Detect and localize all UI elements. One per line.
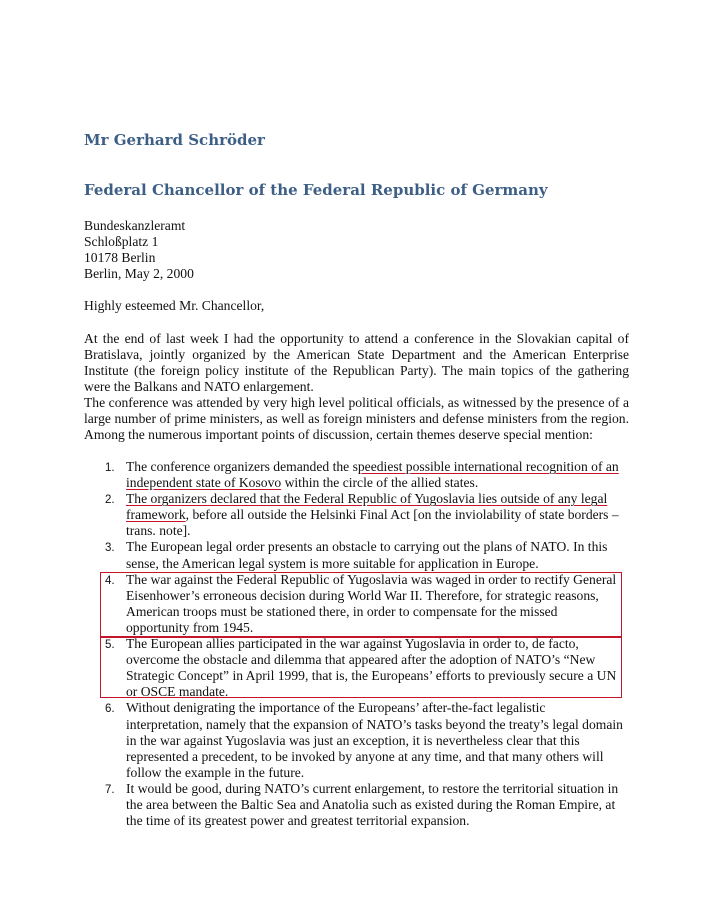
item-number: 3. (105, 542, 115, 555)
list-item (84, 636, 624, 700)
address-line: 10178 Berlin (84, 250, 156, 265)
item-number: 5. (105, 639, 115, 652)
body-paragraph-2: The conference was attended by very high level political officials, as witnessed by the presence of a large number of prime ministers, as well as foreign ministers and defense ministers from the region. Among the numerous important points of discussion, certain themes deserve special mention: (84, 395, 629, 443)
letter-date: Berlin, May 2, 2000 (84, 266, 194, 281)
item-number: 4. (105, 574, 115, 587)
list-item (84, 572, 624, 636)
address-line: Schloßplatz 1 (84, 234, 159, 249)
item-text: It would be good, during NATO’s current enlargement, to restore the territorial situation in the area between the Baltic Sea and Anatolia such as existed during the Roman Empire, at the time of its greatest power and greatest territorial expansion. (126, 780, 619, 829)
item-text: within the circle of the allied states. (281, 475, 479, 491)
recipient-name: Mr Gerhard Schröder (84, 131, 265, 149)
item-text: Without denigrating the importance of the Europeans’ after-the-fact legalistic interpretation, namely that the expansion of NATO’s tasks beyond the treaty’s legal domain in the war against Yugoslavia was just an exception, it is nevertheless clear that this represented a precedent, to be invoked by anyone at any time, and that many others will follow the example in the future. (126, 700, 623, 780)
item-text: The conference organizers demanded the s (126, 459, 358, 474)
list-item (84, 700, 624, 780)
address-line: Bundeskanzleramt (84, 218, 186, 233)
list-item (84, 491, 624, 539)
salutation: Highly esteemed Mr. Chancellor, (84, 298, 265, 313)
underlined-text: peediest possible international recognition of an independent state of Kosovo (126, 459, 619, 491)
list-item (84, 781, 624, 829)
item-text: , before all outside the Helsinki Final Act [on the inviolability of state borders – trans. note]. (126, 507, 619, 539)
item-number: 2. (105, 494, 115, 507)
body-paragraph-1: At the end of last week I had the opportunity to attend a conference in the Slovakian capital of Bratislava, jointly organized by the American State Department and the American Enterprise Institute (the foreign policy institute of the Republican Party). The main topics of the gathering were the Balkans and NATO enlargement. (84, 331, 629, 395)
item-text: The war against the Federal Republic of Yugoslavia was waged in order to rectify General Eisenhower’s erroneous decision during World War II. Therefore, for strategic reasons, American troops must be stationed there, in order to compensate for the missed opportunity from 1945. (126, 571, 617, 635)
points-list (84, 459, 624, 829)
list-item (84, 459, 624, 491)
list-item (84, 539, 624, 571)
item-text: The European legal order presents an obstacle to carrying out the plans of NATO. In this sense, the American legal system is more suitable for application in Europe. (126, 539, 608, 571)
item-number: 6. (105, 703, 115, 716)
item-text: The European allies participated in the war against Yugoslavia in order to, de facto, overcome the obstacle and dilemma that appeared after the adoption of NATO’s “New Strategic Concept” in April 1999, that is, the Europeans’ efforts to previously secure a UN or OSCE mandate. (126, 636, 617, 700)
underlined-text: The organizers declared that the Federal Republic of Yugoslavia lies outside of any legal framework (126, 491, 608, 523)
recipient-title: Federal Chancellor of the Federal Republic of Germany (84, 181, 548, 199)
item-number: 1. (105, 462, 115, 474)
item-number: 7. (105, 783, 115, 796)
